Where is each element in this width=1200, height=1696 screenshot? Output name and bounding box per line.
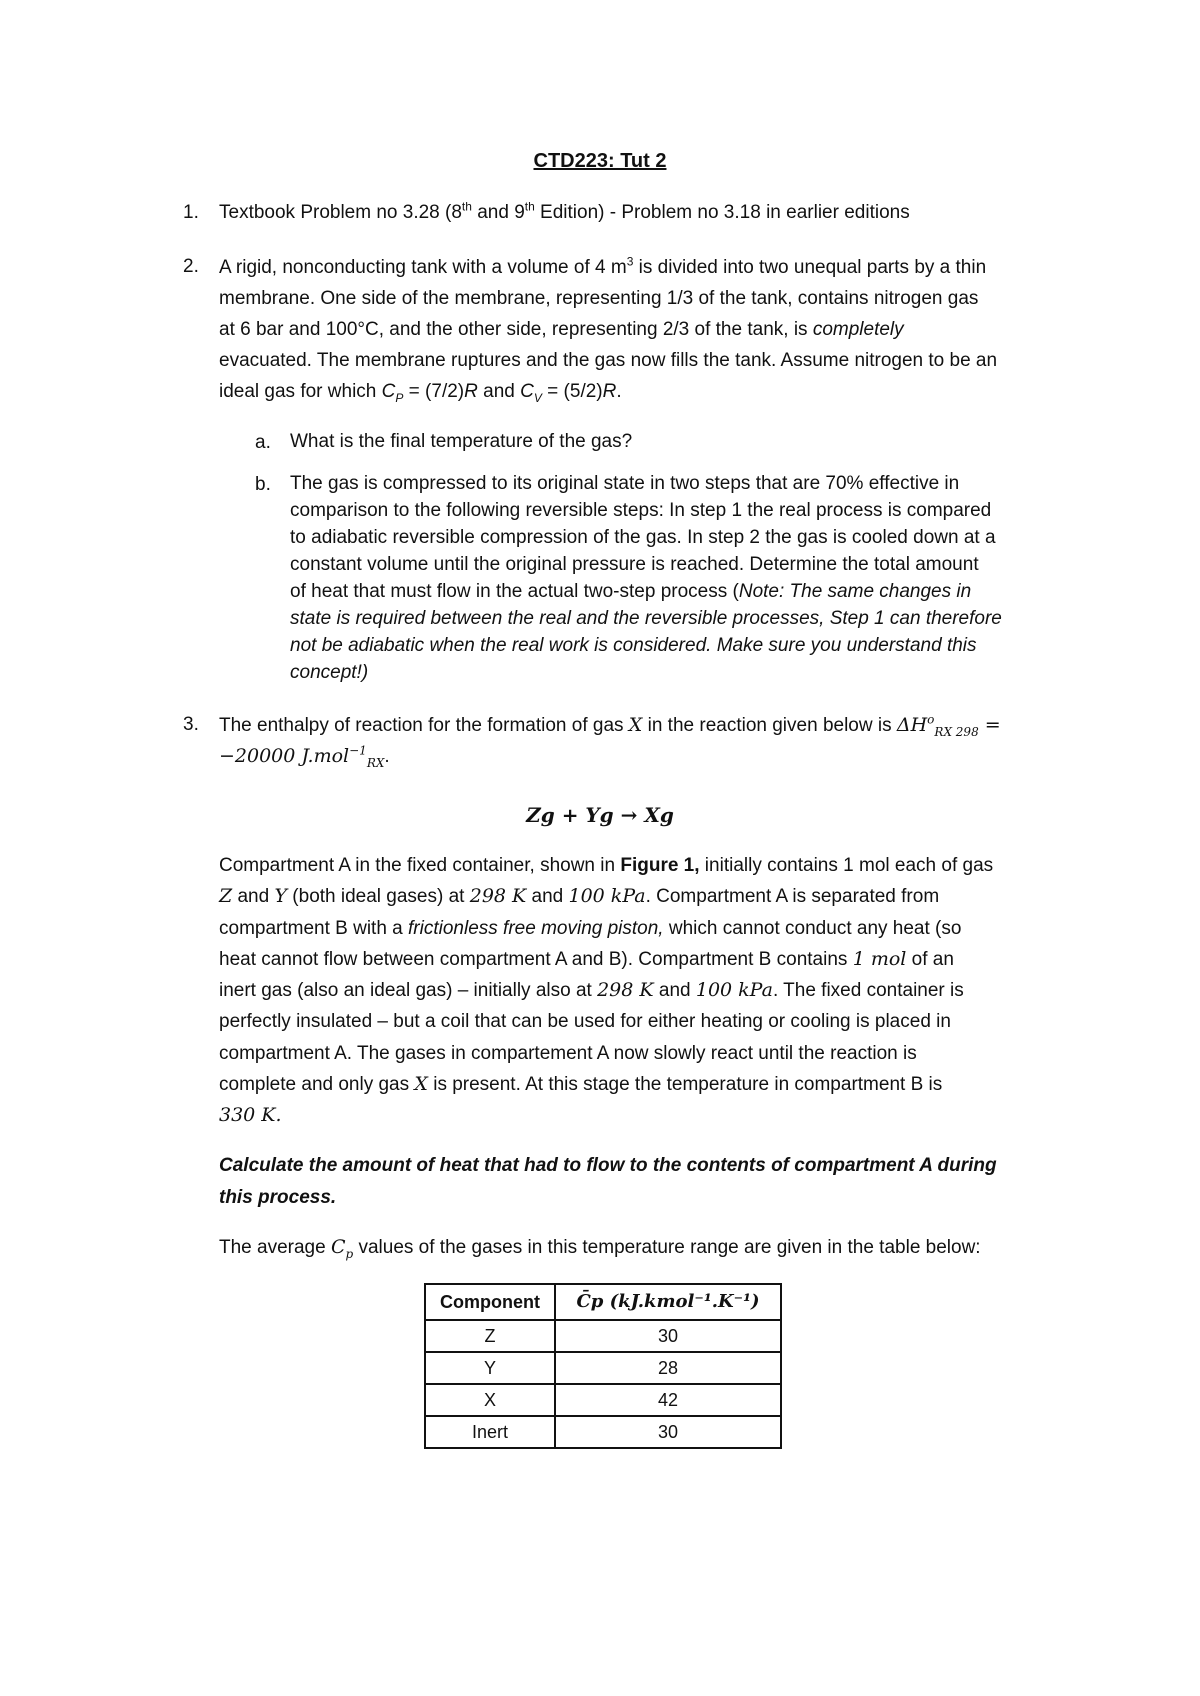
table-cell: X	[425, 1384, 555, 1416]
q2-b-note-line: concept!)	[290, 662, 369, 683]
table-cell: 28	[555, 1352, 781, 1384]
table-header: Component	[425, 1284, 555, 1320]
table-cell: Inert	[425, 1416, 555, 1448]
table-cell: Y	[425, 1352, 555, 1384]
q2-b-text	[290, 470, 1090, 686]
q2-b-line: The gas is compressed to its original state in two steps that are 70% effective in	[290, 473, 960, 494]
table-header-row	[425, 1284, 781, 1320]
table-cell: 30	[555, 1320, 781, 1352]
q2-b-label: b.	[255, 474, 271, 495]
q3-line-1: The enthalpy of reaction for the formation of gas X in the reaction given below is $\Delta H^o_{RX 298}$ =	[219, 712, 1001, 739]
q2-a-text: What is the final temperature of the gas?	[290, 431, 633, 452]
table-row	[425, 1416, 781, 1448]
q1-number: 1.	[183, 202, 199, 223]
q3-number: 3.	[183, 714, 199, 735]
table-intro: The average $C_p$ values of the gases in this temperature range are given in the table below:	[219, 1236, 981, 1261]
q2-line-2: membrane. One side of the membrane, representing 1/3 of the tank, contains nitrogen gas	[219, 288, 979, 309]
q2-b-line: of heat that must flow in the actual two-step process (Note: The same changes in	[290, 581, 972, 602]
q2-line-3: at 6 bar and 100°C, and the other side, representing 2/3 of the tank, is completely	[219, 319, 904, 340]
q3-task: Calculate the amount of heat that had to flow to the contents of compartment A during this process.	[219, 1155, 997, 1208]
q3-paragraph: Compartment A in the fixed container, shown in Figure 1, initially contains 1 mol each of gas Z and Y (both ideal gases) at 298 K and 100 kPa. Compartment A is separated from compartment B with a frictionless free moving piston, which cannot conduct any heat (so heat cannot flow between compartment A and B). Compartment B contains 1 mol of an inert gas (also an ideal gas) – initially also at 298 K and 100 kPa. The fixed container is perfectly insulated – but a coil that can be used for either heating or cooling is placed in compartment A. The gases in compartement A now slowly react until the reaction is complete and only gas X is present. At this stage the temperature in compartment B is 330 K.	[219, 855, 994, 1127]
table-cell: 42	[555, 1384, 781, 1416]
q2-line-5: ideal gas for which $C_P = (7/2)R$ and $C_V = (5/2)R$.	[219, 381, 622, 405]
q2-b-line: to adiabatic reversible compression of the gas. In step 2 the gas is cooled down at a	[290, 527, 996, 548]
table-cell: 30	[555, 1416, 781, 1448]
q3-line-2: −20000 J.mol$^{-1}_{RX}$.	[219, 743, 390, 770]
table-cell: Z	[425, 1320, 555, 1352]
q3-intro	[219, 710, 1069, 772]
q2-b-note-line: state is required between the real and the reversible processes, Step 1 can therefore	[290, 608, 1002, 629]
q2-a-label: a.	[255, 432, 271, 453]
q2-b-line: constant volume until the original pressure is reached. Determine the total amount	[290, 554, 979, 575]
q2-line-4: evacuated. The membrane ruptures and the gas now fills the tank. Assume nitrogen to be an	[219, 350, 998, 371]
q2-number: 2.	[183, 256, 199, 277]
table-header: C̄p (kJ.kmol⁻¹.K⁻¹)	[555, 1284, 781, 1320]
page-title: CTD223: Tut 2	[533, 150, 667, 172]
reaction-equation: Zg + Yg → Xg	[526, 803, 674, 827]
q2-paragraph	[219, 252, 1069, 407]
q2-b-note-line: not be adiabatic when the real work is considered. Make sure you understand this	[290, 635, 977, 656]
table-row	[425, 1352, 781, 1384]
cp-table	[424, 1283, 782, 1449]
table-row	[425, 1320, 781, 1352]
q1-text: Textbook Problem no 3.28 (8th and 9th Edition) - Problem no 3.18 in earlier editions	[219, 199, 910, 223]
q2-b-line: comparison to the following reversible steps: In step 1 the real process is compared	[290, 500, 992, 521]
table-row	[425, 1384, 781, 1416]
q2-line-1: A rigid, nonconducting tank with a volume of 4 $m^3$ is divided into two unequal parts by a thin	[219, 254, 987, 278]
